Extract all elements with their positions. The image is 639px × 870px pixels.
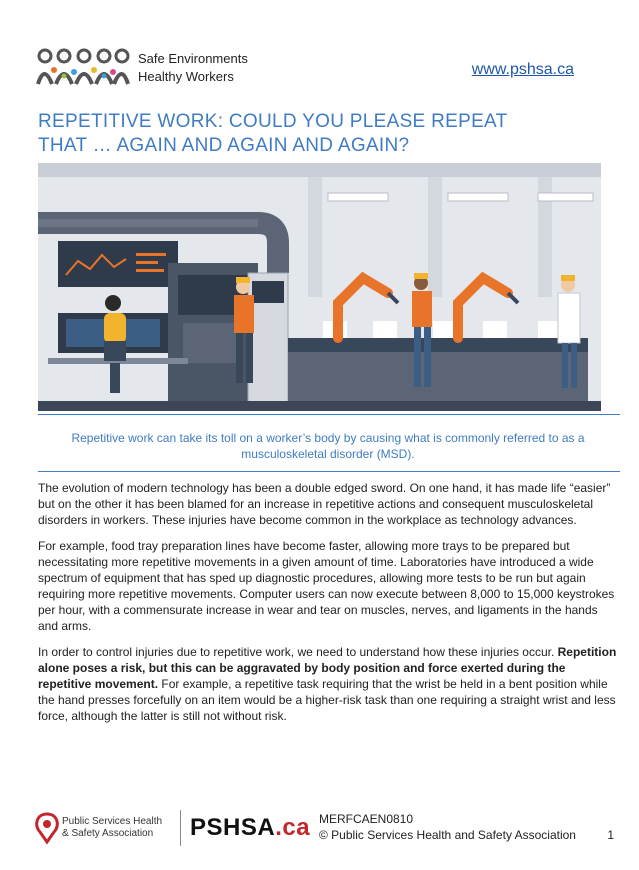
tagline bbox=[138, 50, 248, 86]
title-line-1: REPETITIVE WORK: COULD YOU PLEASE REPEAT bbox=[38, 111, 508, 132]
page-footer bbox=[30, 806, 620, 850]
paragraph-3 bbox=[38, 644, 620, 724]
factory-illustration bbox=[38, 163, 601, 411]
paragraph-3-bold: Repetition alone poses a risk, but this can be aggravated by body position and force exerted during the repetitive movement. bbox=[38, 645, 617, 691]
page-title bbox=[38, 110, 598, 158]
article-body bbox=[38, 480, 620, 734]
people-logo-icon bbox=[34, 46, 130, 86]
footer-divider bbox=[180, 810, 181, 846]
association-name bbox=[62, 816, 162, 840]
wordmark-main: PSHSA bbox=[190, 814, 276, 841]
caption-rule-top bbox=[38, 414, 620, 415]
association-line-1: Public Services Health bbox=[62, 816, 163, 827]
document-code: MERFCAEN0810 bbox=[319, 812, 414, 826]
paragraph-3-end: For example, a repetitive task requiring that the wrist be held in a bent position while the hand presses forcefully on an item would be a higher-risk task than one requiring a straight wrist and less force, although the latter is still not without risk. bbox=[38, 677, 616, 723]
psha-logo bbox=[30, 806, 175, 850]
caption-rule-bottom bbox=[38, 471, 620, 472]
title-line-2: THAT … AGAIN AND AGAIN AND AGAIN? bbox=[38, 135, 410, 156]
wordmark-dot: . bbox=[275, 814, 283, 841]
copyright: © Public Services Health and Safety Association bbox=[319, 828, 576, 842]
caption: Repetitive work can take its toll on a worker’s body by causing what is commonly referred to as a musculoskeletal disorder (MSD). bbox=[71, 431, 585, 461]
website-link[interactable]: www.pshsa.ca bbox=[471, 61, 574, 78]
page-number: 1 bbox=[607, 828, 614, 842]
association-line-2: & Safety Association bbox=[62, 828, 154, 839]
tagline-line-2: Healthy Workers bbox=[138, 69, 234, 84]
page-header bbox=[34, 44, 574, 92]
tagline-line-1: Safe Environments bbox=[138, 51, 248, 66]
paragraph-3-start: In order to control injuries due to repetitive work, we need to understand how these injuries occur. bbox=[38, 645, 558, 659]
psha-emblem-icon bbox=[32, 810, 62, 846]
paragraph-2: For example, food tray preparation lines have become faster, allowing more trays to be prepared but necessitating more repetitive movements in a given amount of time. Laboratories have introduced a wide spectrum of equipment that has sped up diagnostic procedures, allowing more tests to be run but again requiring more repetitive movements. Computer users can now execute between 8,000 to 15,000 keystrokes per hour, with a commensurate increase in wear and tear on muscles, nerves, and ligaments in the hands and arms. bbox=[38, 539, 615, 633]
pshsa-wordmark bbox=[190, 814, 310, 842]
wordmark-ca: ca bbox=[282, 814, 311, 841]
paragraph-1: The evolution of modern technology has been a double edged sword. On one hand, it has made life “easier” but on the other it has been blamed for an increase in repetitive actions and consequent musculoskeletal disorders in workers. These injuries have become common in the workplace as technology advances. bbox=[38, 481, 611, 527]
